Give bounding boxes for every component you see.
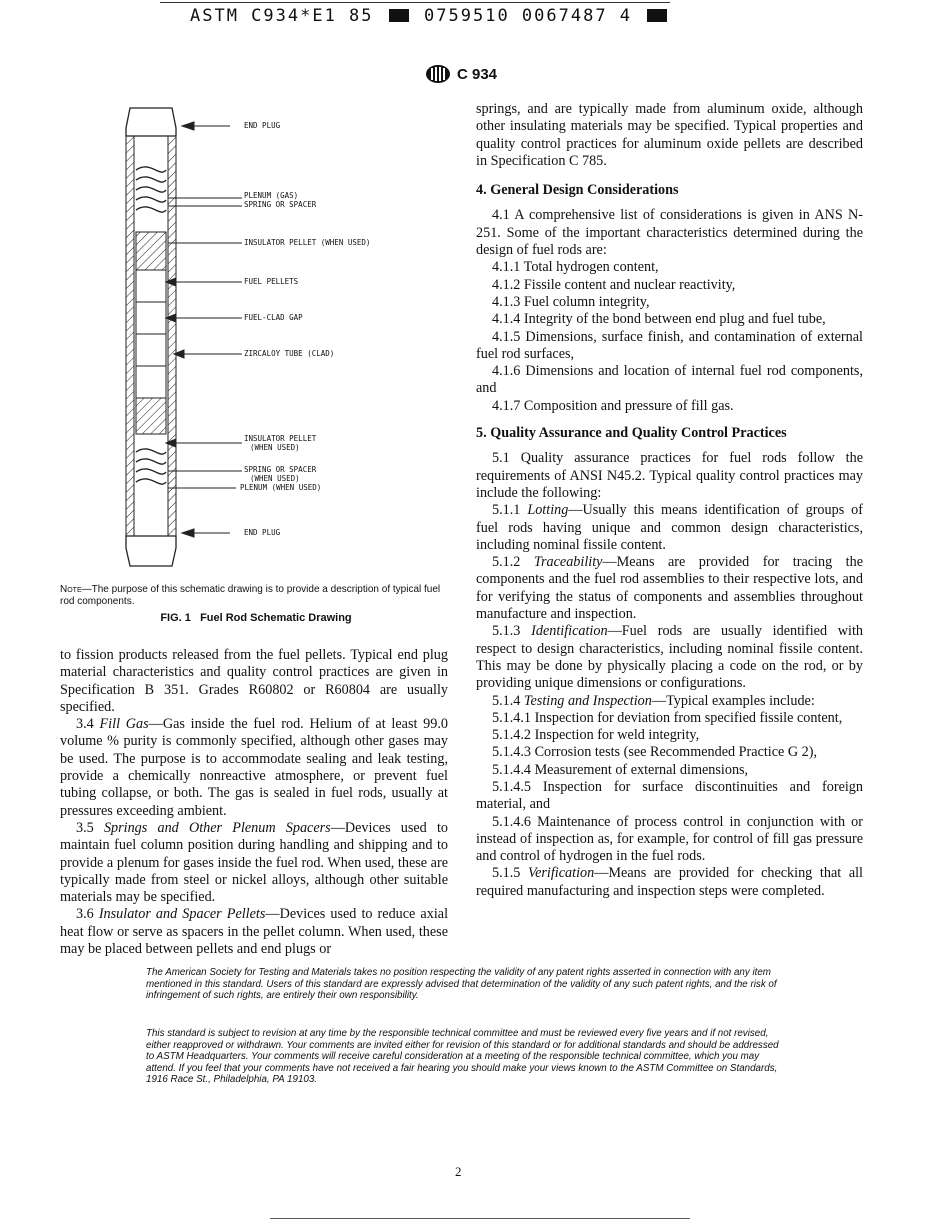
- label-plenum-gas: PLENUM (GAS): [244, 191, 299, 200]
- label-spring-or-spacer: SPRING OR SPACER: [244, 200, 317, 209]
- astm-logo-icon: [425, 64, 451, 84]
- label-zircaloy-tube: ZIRCALOY TUBE (CLAD): [244, 349, 335, 358]
- top-end-plug-shape: [126, 108, 176, 136]
- stamp-block-mark: [647, 9, 667, 22]
- paragraph-5-1-2: 5.1.2 Traceability—Means are provided for tracing the components and the fuel rod assemblies to their respective lots, and for verifying the status of components and assemblies throughout manufacture and inspection.: [476, 554, 864, 623]
- paragraph-5-1-4-5: 5.1.4.5 Inspection for surface discontinuities and foreign material, and: [476, 778, 863, 813]
- label-end-plug-bottom: END PLUG: [244, 528, 281, 537]
- page-number: 2: [455, 1164, 462, 1179]
- section-5-heading: 5. Quality Assurance and Quality Control Practices: [476, 425, 787, 442]
- label-plenum-bottom: PLENUM (WHEN USED): [240, 483, 322, 492]
- paragraph-5-1-4-3: 5.1.4.3 Corrosion tests (see Recommended Practice G 2),: [492, 744, 818, 761]
- patent-notice: The American Society for Testing and Materials takes no position respecting the validity of any patent rights asserted in connection with any item mentioned in this standard. Users of this standard are expressly advised that determination of the validity of any such patent rights, and the risk of infringement of such rights, are entirely their own responsibility.: [146, 967, 777, 1002]
- paragraph-3-6: 3.6 Insulator and Spacer Pellets—Devices used to reduce axial heat flow or serve as spacers in the pellet column. When used, these may be placed between pellets and end plugs or: [60, 906, 449, 958]
- label-end-plug-top: END PLUG: [244, 121, 281, 130]
- clad-left-wall: [126, 136, 134, 536]
- stamp-left: ASTM C934*E1 85: [190, 6, 374, 26]
- stamp-right: 0759510 0067487 4: [424, 6, 633, 26]
- paragraph-5-1-4-6: 5.1.4.6 Maintenance of process control in conjunction with or instead of inspection as, for example, for control of fill gas pressure and control of hydrogen in the fuel rods.: [476, 813, 863, 865]
- figure-leaders: [166, 122, 242, 537]
- paragraph-5-1-4-2: 5.1.4.2 Inspection for weld integrity,: [492, 727, 700, 744]
- paragraph-5-1-1: 5.1.1 Lotting—Usually this means identification of groups of fuel rods having unique and common design characteristics, including nominal fissile content.: [476, 502, 863, 553]
- top-spring-shape: [136, 167, 166, 212]
- paragraph-4-1-2: 4.1.2 Fissile content and nuclear reactivity,: [492, 276, 736, 293]
- bottom-spring-shape: [136, 449, 166, 484]
- paragraph-5-1-4-4: 5.1.4.4 Measurement of external dimensions,: [492, 761, 749, 778]
- top-divider: [160, 2, 670, 3]
- fuel-rod-schematic: [60, 100, 452, 580]
- note-label: Note: [60, 584, 82, 595]
- label-insulator-pellet-bottom-1: INSULATOR PELLET: [244, 434, 317, 443]
- bottom-insulator-pellet-shape: [136, 398, 166, 434]
- document-stamp-line: [190, 6, 670, 26]
- paragraph-4-1-3: 4.1.3 Fuel column integrity,: [492, 293, 650, 310]
- paragraph-5-1-4-1: 5.1.4.1 Inspection for deviation from specified fissile content,: [492, 709, 843, 726]
- label-spring-spacer-bottom-2: (WHEN USED): [250, 474, 300, 483]
- paragraph-continuation: springs, and are typically made from aluminum oxide, although other insulating materials may be specified. Typical properties and quality control practices for aluminum oxide pellets are described in Specification C 785.: [476, 101, 863, 169]
- paragraph-4-1-1: 4.1.1 Total hydrogen content,: [492, 259, 659, 276]
- paragraph-4-1: 4.1 A comprehensive list of considerations is given in ANS N-251. Some of the important characteristics determined during the design of fuel rods are:: [476, 207, 863, 259]
- bottom-divider: [270, 1218, 690, 1219]
- paragraph-5-1: 5.1 Quality assurance practices for fuel rods follow the requirements of ANSI N45.2. Typical quality control practices may include the following:: [476, 450, 863, 501]
- paragraph-3-5: 3.5 Springs and Other Plenum Spacers—Devices used to maintain fuel column position during handling and shipping and to provide a plenum for gases inside the fuel rod. When used, these are typically made from steel or nickel alloys, although other suitable materials may be specified.: [60, 819, 449, 906]
- fuel-pellet-stack: [136, 270, 166, 398]
- label-insulator-pellet-top: INSULATOR PELLET (WHEN USED): [244, 238, 371, 247]
- paragraph-4-1-4: 4.1.4 Integrity of the bond between end plug and fuel tube,: [492, 311, 826, 328]
- right-column: [476, 101, 863, 900]
- standard-number: C 934: [457, 65, 498, 83]
- section-4-heading: 4. General Design Considerations: [476, 182, 679, 199]
- figure-number: FIG. 1: [160, 612, 191, 624]
- paragraph-5-1-4: 5.1.4 Testing and Inspection—Typical examples include:: [492, 692, 815, 709]
- label-fuel-pellets: FUEL PELLETS: [244, 277, 299, 286]
- figure-title: Fuel Rod Schematic Drawing: [200, 612, 352, 624]
- label-insulator-pellet-bottom-2: (WHEN USED): [250, 443, 300, 452]
- label-fuel-clad-gap: FUEL-CLAD GAP: [244, 313, 303, 322]
- paragraph-4-1-6: 4.1.6 Dimensions and location of internal fuel rod components, and: [476, 363, 863, 397]
- stamp-block-mark: [389, 9, 409, 22]
- note-text: —The purpose of this schematic drawing is to provide a description of typical fuel rod components.: [60, 584, 441, 607]
- revision-notice: This standard is subject to revision at any time by the responsible technical committee and must be reviewed every five years and if not revised, either reapproved or withdrawn. Your comments are invited either for revision of this standard or for additional standards and should be addressed to ASTM Headquarters. Your comments will receive careful consideration at a meeting of the responsible technical committee, which you may attend. If you feel that your comments have not received a fair hearing you should make your views known to the ASTM Committee on Standards, 1916 Race St., Philadelphia, PA 19103.: [146, 1028, 779, 1086]
- paragraph-4-1-7: 4.1.7 Composition and pressure of fill gas.: [492, 397, 734, 414]
- paragraph-5-1-5: 5.1.5 Verification—Means are provided for checking that all required manufacturing and inspection steps were completed.: [476, 865, 864, 899]
- paragraph-continuation: to fission products released from the fuel pellets. Typical end plug material characteristics and quality control practices are given in Specification B 351. Grades R60802 or R60804 are usually specified.: [60, 647, 448, 715]
- top-insulator-pellet-shape: [136, 232, 166, 270]
- paragraph-3-4: 3.4 Fill Gas—Gas inside the fuel rod. Helium of at least 99.0 volume % purity is commonly specified, although other gases may be used. The purpose is to accommodate sealing and leak testing, provide a chemically nonreactive atmosphere, or prevent fuel tubing collapse, or both. The gas is sealed in fuel rods, usually at pressures exceeding ambient.: [60, 716, 448, 819]
- figure-note: [60, 584, 452, 608]
- left-column: [60, 647, 448, 958]
- fuel-rod-figure: [60, 100, 452, 580]
- bottom-end-plug-shape: [126, 536, 176, 566]
- paragraph-4-1-5: 4.1.5 Dimensions, surface finish, and contamination of external fuel rod surfaces,: [476, 328, 863, 362]
- paragraph-5-1-3: 5.1.3 Identification—Fuel rods are usually identified with respect to design characteristics, including nominal fissile content. This may be done by physically placing a code on the rod, or by providing unique dimensions or configurations.: [476, 623, 863, 692]
- clad-right-wall: [168, 136, 176, 536]
- figure-caption: [60, 612, 452, 624]
- standard-badge: [425, 64, 497, 84]
- label-spring-spacer-bottom-1: SPRING OR SPACER: [244, 465, 317, 474]
